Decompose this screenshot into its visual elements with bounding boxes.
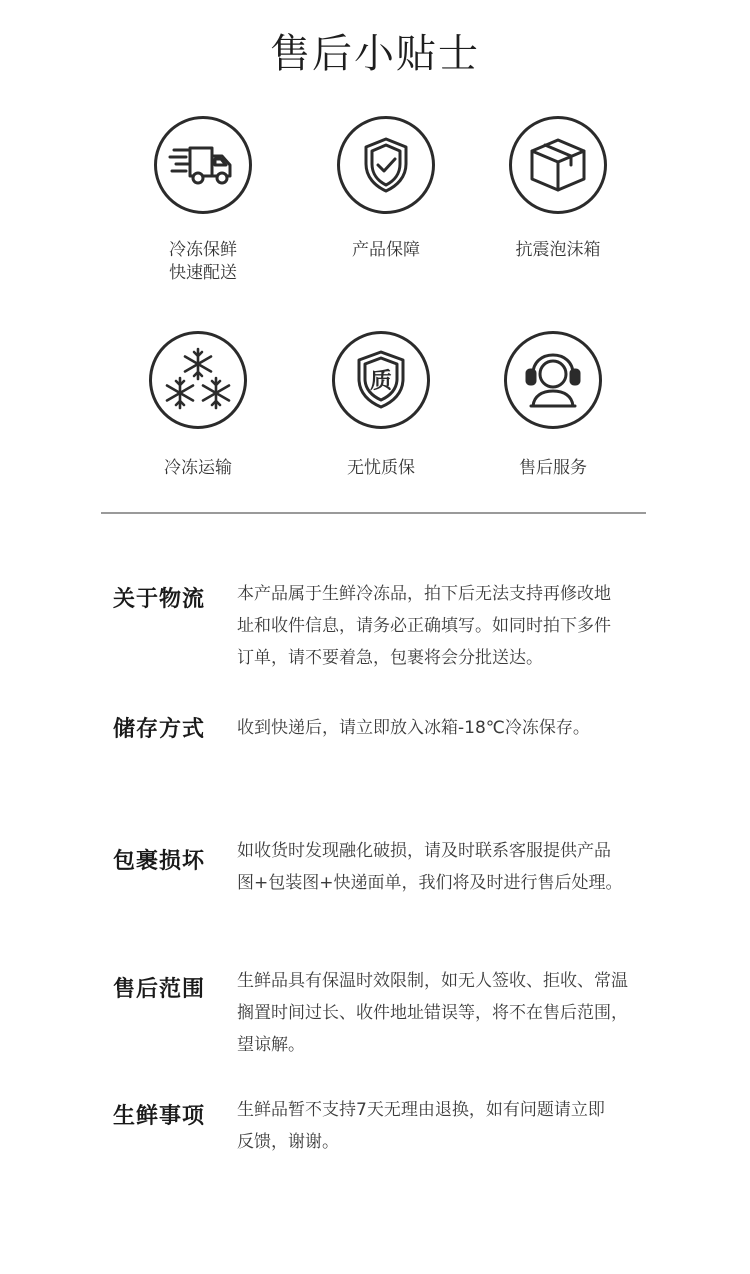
tip-body: 如收货时发现融化破损，请及时联系客服提供产品 图+包装图+快递面单，我们将及时进行售后处理。: [237, 841, 623, 893]
feature-fast-delivery: [103, 116, 303, 285]
feature-product-guarantee: [286, 116, 486, 262]
feature-icon-circle: [332, 331, 430, 429]
tip-title: 售后范围: [113, 977, 206, 1002]
feature-label: 产品保障: [352, 240, 420, 260]
tip-title: 包裹损坏: [113, 849, 206, 874]
feature-icon-circle: [504, 331, 602, 429]
tip-title: 关于物流: [113, 587, 206, 612]
feature-icon-circle: [149, 331, 247, 429]
section-divider: [101, 512, 646, 514]
package-box-icon: [528, 136, 588, 194]
tip-body: 收到快递后，请立即放入冰箱-18℃冷冻保存。: [237, 718, 590, 738]
tip-body: 生鲜品暂不支持7天无理由退换，如有问题请立即 反馈，谢谢。: [237, 1100, 605, 1152]
quality-shield-icon: [353, 349, 409, 411]
feature-label: 冷冻保鲜 快速配送: [169, 240, 237, 283]
feature-label: 无忧质保: [347, 458, 415, 478]
tip-title: 生鲜事项: [113, 1104, 206, 1129]
tip-body: 生鲜品具有保温时效限制，如无人签收、拒收、常温 搁置时间过长、收件地址错误等，将不在售后范围， 望谅解。: [237, 971, 628, 1055]
delivery-truck-icon: [168, 140, 238, 190]
shield-check-icon: [360, 136, 412, 194]
headset-support-icon: [521, 350, 585, 410]
tip-title: 储存方式: [113, 717, 206, 742]
quality-char: 质: [369, 369, 393, 394]
feature-icon-circle: [154, 116, 252, 214]
feature-quality-warranty: [281, 331, 481, 480]
feature-label: 售后服务: [519, 458, 587, 478]
feature-icon-circle: [509, 116, 607, 214]
feature-icon-circle: [337, 116, 435, 214]
feature-frozen-transport: [98, 331, 298, 480]
feature-label: 冷冻运输: [164, 458, 232, 478]
page-title: 售后小贴士: [270, 31, 480, 77]
snowflake-icon: [160, 345, 236, 415]
feature-label: 抗震泡沫箱: [515, 240, 601, 260]
tip-body: 本产品属于生鲜冷冻品，拍下后无法支持再修改地 址和收件信息，请务必正确填写。如同时拍下多件 订单，请不要着急，包裹将会分批送达。: [237, 584, 611, 668]
feature-after-sales-service: [453, 331, 653, 480]
feature-foam-box: [458, 116, 658, 262]
